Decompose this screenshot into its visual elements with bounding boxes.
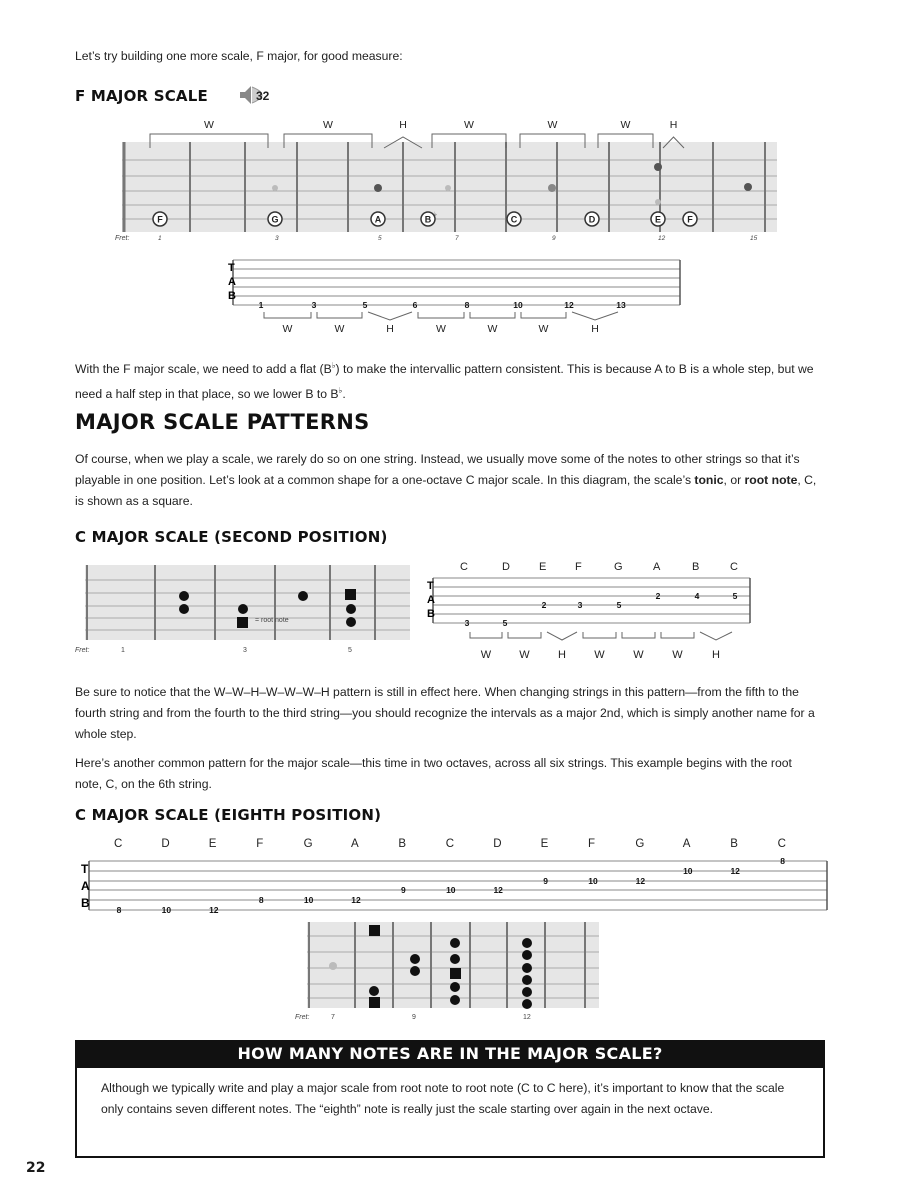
tab-fret-number: 5 xyxy=(732,591,738,601)
tab-letter-b: B xyxy=(427,608,435,620)
tab-letter-b: B xyxy=(81,896,90,910)
note-marker xyxy=(371,212,385,226)
note-name: A xyxy=(351,838,359,850)
interval-bracket xyxy=(368,312,412,320)
interval-label: H xyxy=(669,119,678,131)
interval-bracket xyxy=(572,312,618,320)
interval-label: W xyxy=(464,119,474,131)
tab-fret-number: 10 xyxy=(446,885,456,895)
fret-number: 1 xyxy=(121,647,125,654)
tab-letter-b: B xyxy=(228,290,236,302)
tab-letter-a: A xyxy=(228,276,236,288)
tab-fret-number: 8 xyxy=(258,895,264,905)
tab-fret-number: 8 xyxy=(464,300,470,310)
root-note-legend: = root note xyxy=(255,617,289,624)
tab-fret-number: 5 xyxy=(362,300,368,310)
interval-bracket xyxy=(317,312,362,318)
interval-bracket xyxy=(418,312,464,318)
fret-number: 5 xyxy=(378,235,382,242)
track-number: 32 xyxy=(256,89,270,103)
note-marker xyxy=(268,212,282,226)
fret-number: 7 xyxy=(331,1014,335,1021)
svg-text:B: B xyxy=(424,214,432,225)
note-name: C xyxy=(460,561,468,573)
interval-label: W xyxy=(282,323,293,335)
note-name: E xyxy=(208,838,217,850)
interval-label: H xyxy=(399,119,407,131)
svg-text:F: F xyxy=(687,214,693,225)
note-name: E xyxy=(540,838,549,850)
tab-letter-a: A xyxy=(427,594,435,606)
interval-label: W xyxy=(204,119,214,131)
note-name: D xyxy=(502,561,510,573)
interval-bracket xyxy=(622,632,655,638)
fret-number: 15 xyxy=(750,235,758,242)
interval-bracket xyxy=(700,632,732,640)
note-name: C xyxy=(777,838,786,850)
tab-fret-number: 9 xyxy=(543,876,548,886)
fret-label: Fret: xyxy=(75,647,90,654)
note-marker xyxy=(651,212,665,226)
interval-label: W xyxy=(519,649,530,661)
interval-bracket xyxy=(661,632,694,638)
note-name: D xyxy=(161,838,170,850)
audio-track-badge[interactable] xyxy=(238,84,284,106)
two-octave-paragraph: Here’s another common pattern for the major scale—this time in two octaves, across all six strings. This example begins with the root note, C, on the 6th string. xyxy=(75,756,792,791)
note-name: A xyxy=(653,561,661,573)
tab-fret-number: 10 xyxy=(513,300,523,310)
interval-bracket xyxy=(508,632,541,638)
f-major-tab xyxy=(225,258,685,340)
interval-label: H xyxy=(591,323,599,335)
interval-label: W xyxy=(547,119,558,131)
tab-fret-number: 3 xyxy=(464,618,470,628)
page-number: 22 xyxy=(26,1160,46,1176)
tab-fret-number: 13 xyxy=(616,300,626,310)
note-name: E xyxy=(539,561,547,573)
note-name: B xyxy=(730,838,738,850)
fret-number: 12 xyxy=(523,1014,531,1021)
fret-number: 9 xyxy=(552,235,556,242)
interval-label: W xyxy=(334,323,345,335)
tab-fret-number: 3 xyxy=(577,600,583,610)
note-name: B xyxy=(692,561,700,573)
tab-fret-number: 1 xyxy=(258,300,264,310)
tab-fret-number: 3 xyxy=(311,300,317,310)
note-name: C xyxy=(730,561,738,573)
tab-fret-number: 8 xyxy=(116,905,122,915)
interval-label: W xyxy=(620,119,631,131)
note-name: D xyxy=(493,838,502,850)
tab-fret-number: 10 xyxy=(161,905,172,915)
note-name: F xyxy=(588,838,596,850)
tab-fret-number: 10 xyxy=(683,866,693,876)
note-marker xyxy=(585,212,599,226)
tab-fret-number: 6 xyxy=(412,300,418,310)
c-major-second-fretboard xyxy=(75,560,415,655)
tab-fret-number: 2 xyxy=(655,591,661,601)
svg-text:C: C xyxy=(510,214,518,225)
note-name: G xyxy=(635,838,645,850)
svg-text:D: D xyxy=(588,214,596,225)
sidebar-box xyxy=(75,1068,825,1158)
interval-label: W xyxy=(538,323,549,335)
tab-fret-number: 12 xyxy=(493,885,503,895)
tab-fret-number: 12 xyxy=(351,895,361,905)
interval-label: W xyxy=(436,323,446,335)
interval-bracket xyxy=(583,632,616,638)
interval-label: H xyxy=(386,323,394,335)
fret-number: 7 xyxy=(455,235,459,242)
note-marker xyxy=(507,212,521,226)
svg-text:A: A xyxy=(374,214,382,225)
intro-text: Let’s try building one more scale, F major, for good measure: xyxy=(75,49,403,63)
fret-label: Fret: xyxy=(295,1014,310,1021)
svg-text:F: F xyxy=(157,214,163,225)
interval-bracket xyxy=(547,632,577,640)
speaker-icon xyxy=(238,84,284,106)
note-name: B xyxy=(398,838,407,850)
interval-label: W xyxy=(487,323,498,335)
interval-label: H xyxy=(558,649,566,661)
note-name: C xyxy=(114,838,123,850)
sidebar-box-text: Although we typically write and play a major scale from root note to root note (C to C here), it’s important to know that the scale only contains seven different notes. The “eighth” note is really just the scale starting over again in the next octave. xyxy=(101,1081,785,1116)
tab-fret-number: 5 xyxy=(616,600,622,610)
fret-number: 9 xyxy=(412,1014,416,1021)
fret-number: 12 xyxy=(658,235,666,242)
interval-label: W xyxy=(633,649,644,661)
fret-label: Fret: xyxy=(115,235,130,242)
note-marker xyxy=(153,212,167,226)
tab-fret-number: 4 xyxy=(694,591,700,601)
section-heading: MAJOR SCALE PATTERNS xyxy=(75,410,370,434)
interval-bracket xyxy=(470,312,515,318)
tab-letter-t: T xyxy=(81,862,89,876)
interval-label: H xyxy=(712,649,720,661)
note-name: G xyxy=(303,838,313,850)
f-major-explanation: With the F major scale, we need to add a flat (B♭) to make the intervallic pattern consistent. This is because A to B is a whole step, but we need a half step in that place, so we lower B to B♭. xyxy=(75,361,814,402)
note-name: F xyxy=(256,838,264,850)
svg-text:♭: ♭ xyxy=(434,212,437,218)
interval-label: W xyxy=(672,649,683,661)
interval-bracket xyxy=(470,632,502,638)
interval-label: W xyxy=(323,119,333,131)
tab-fret-number: 2 xyxy=(541,600,547,610)
tab-fret-number: 12 xyxy=(730,866,740,876)
interval-label: W xyxy=(594,649,605,661)
note-marker xyxy=(683,212,697,226)
tab-fret-number: 8 xyxy=(780,856,785,866)
c-major-second-title: C MAJOR SCALE (SECOND POSITION) xyxy=(75,528,388,546)
tab-fret-number: 10 xyxy=(588,876,598,886)
f-major-fretboard xyxy=(110,112,790,244)
tab-letter-t: T xyxy=(228,262,235,274)
note-name: G xyxy=(614,561,623,573)
f-major-title: F MAJOR SCALE xyxy=(75,87,208,105)
note-name: A xyxy=(682,838,691,850)
svg-text:E: E xyxy=(654,214,662,225)
c-major-eighth-title: C MAJOR SCALE (EIGHTH POSITION) xyxy=(75,806,382,824)
note-name: F xyxy=(575,561,582,573)
tab-fret-number: 9 xyxy=(401,885,406,895)
note-name: C xyxy=(445,838,455,850)
fret-number: 3 xyxy=(275,235,279,242)
interval-label: W xyxy=(480,649,492,661)
c-major-second-tab xyxy=(425,556,755,666)
tab-fret-number: 12 xyxy=(209,905,219,915)
tab-fret-number: 12 xyxy=(635,876,646,886)
c-major-eighth-fretboard xyxy=(295,918,605,1024)
c-major-eighth-tab xyxy=(75,833,835,923)
interval-bracket xyxy=(264,312,311,318)
tab-letter-a: A xyxy=(81,879,90,893)
patterns-paragraph: Of course, when we play a scale, we rarely do so on one string. Instead, we usually move some of the notes to other strings so that it’s playable in one position. Let’s look at a common shape for a one-octave C major scale. In this diagram, the scale’s tonic, or root note, C, is shown as a square. xyxy=(75,452,817,508)
pattern-note-paragraph: Be sure to notice that the W–W–H–W–W–W–H pattern is still in effect here. When changing strings in this pattern—from the fifth to the fourth string and from the fourth to the third string—you should recognize the intervals as a major 2nd, which is simply another name for a whole step. xyxy=(75,685,815,741)
fret-number: 5 xyxy=(348,647,352,654)
fret-number: 1 xyxy=(158,235,162,242)
fret-number: 3 xyxy=(243,647,247,654)
tab-fret-number: 10 xyxy=(303,895,314,905)
tab-letter-t: T xyxy=(427,580,434,592)
tab-fret-number: 5 xyxy=(502,618,508,628)
sidebar-box-title: HOW MANY NOTES ARE IN THE MAJOR SCALE? xyxy=(75,1040,825,1068)
tab-fret-number: 12 xyxy=(564,300,574,310)
interval-bracket xyxy=(521,312,566,318)
svg-text:G: G xyxy=(271,214,279,225)
